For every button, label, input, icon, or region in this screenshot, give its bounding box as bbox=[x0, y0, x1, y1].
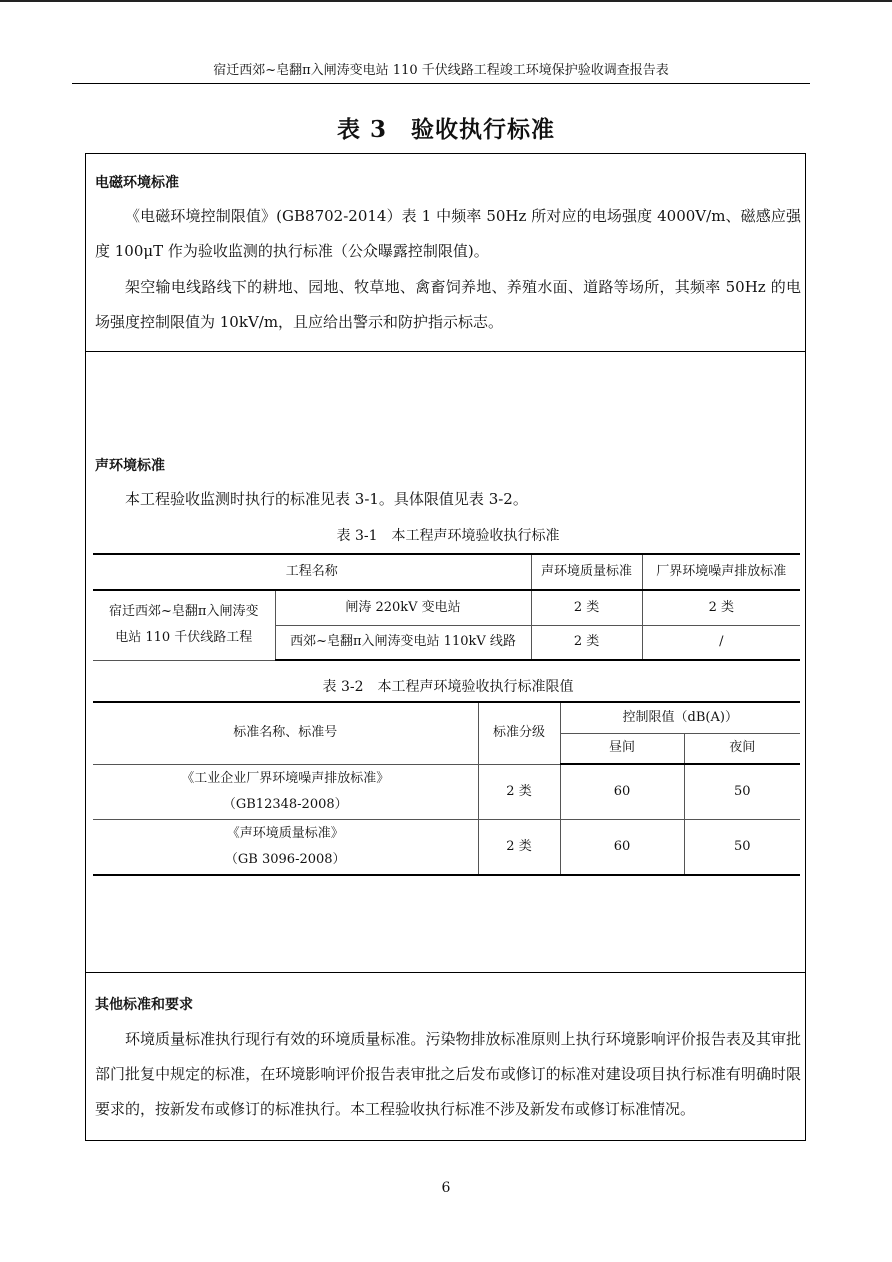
table-3-1 bbox=[93, 553, 800, 661]
section-divider-1 bbox=[85, 351, 806, 352]
table-cell: 2 类 bbox=[531, 625, 642, 660]
table-cell: 2 类 bbox=[478, 819, 560, 875]
running-header: 宿迁西郊~皂翻π入闸涛变电站 110 千伏线路工程竣工环境保护验收调查报告表 bbox=[213, 63, 669, 78]
header-quality-standard: 声环境质量标准 bbox=[531, 554, 642, 590]
project-cell: 宿迁西郊~皂翻π入闸涛变电站 110 千伏线路工程 bbox=[93, 590, 275, 660]
table-cell: 60 bbox=[560, 819, 684, 875]
standard-name: 《工业企业厂界环境噪声排放标准》 bbox=[181, 770, 390, 786]
table-cell: 2 类 bbox=[642, 590, 800, 625]
table-cell: 50 bbox=[684, 764, 800, 819]
standard-code: （GB12348-2008） bbox=[222, 796, 348, 812]
table-3-1-header-row bbox=[93, 554, 800, 590]
other-paragraph: 环境质量标准执行现行有效的环境质量标准。污染物排放标准原则上执行环境影响评价报告表及其审批部门批复中规定的标准，在环境影响评价报告表审批之后发布或修订的标准对建设项目执行标准有明确时限要求的，按新发布或修订的标准执行。本工程验收执行标准不涉及新发布或修订标准情况。 bbox=[95, 1030, 801, 1118]
header-emission-standard: 厂界环境噪声排放标准 bbox=[642, 554, 800, 590]
standard-cell bbox=[93, 764, 478, 819]
em-paragraph-2: 架空输电线路线下的耕地、园地、牧草地、禽畜饲养地、养殖水面、道路等场所，其频率 50Hz 的电场强度控制限值为 10kV/m，且应给出警示和防护指示标志。 bbox=[95, 278, 801, 331]
noise-intro: 本工程验收监测时执行的标准见表 3-1。具体限值见表 3-2。 bbox=[125, 490, 528, 508]
header-day: 昼间 bbox=[560, 733, 684, 764]
header-standard-name: 标准名称、标准号 bbox=[93, 702, 478, 764]
standard-code: （GB 3096-2008） bbox=[224, 851, 346, 867]
table-cell: 2 类 bbox=[531, 590, 642, 625]
table-cell: 西郊~皂翻π入闸涛变电站 110kV 线路 bbox=[275, 625, 531, 660]
other-section-heading: 其他标准和要求 bbox=[95, 997, 193, 1013]
table-cell: 2 类 bbox=[478, 764, 560, 819]
table-cell: 闸涛 220kV 变电站 bbox=[275, 590, 531, 625]
page-title: 表 3 验收执行标准 bbox=[336, 116, 555, 143]
table-row bbox=[93, 764, 800, 819]
standard-name: 《声环境质量标准》 bbox=[226, 825, 344, 841]
table-row bbox=[93, 819, 800, 875]
header-night: 夜间 bbox=[684, 733, 800, 764]
table-3-2-caption: 表 3-2 本工程声环境验收执行标准限值 bbox=[322, 679, 574, 695]
section-divider-2 bbox=[85, 972, 806, 973]
header-grade: 标准分级 bbox=[478, 702, 560, 764]
header-limit: 控制限值（dB(A)） bbox=[560, 702, 800, 733]
table-3-2 bbox=[93, 701, 800, 876]
header-project-name: 工程名称 bbox=[93, 554, 531, 590]
page-number: 6 bbox=[441, 1180, 451, 1196]
noise-section-heading: 声环境标准 bbox=[95, 458, 165, 474]
table-3-1-caption: 表 3-1 本工程声环境验收执行标准 bbox=[336, 528, 560, 544]
table-3-2-header-row-1 bbox=[93, 702, 800, 733]
standard-cell bbox=[93, 819, 478, 875]
table-cell: / bbox=[642, 625, 800, 660]
table-cell: 60 bbox=[560, 764, 684, 819]
table-cell: 50 bbox=[684, 819, 800, 875]
em-section-heading: 电磁环境标准 bbox=[95, 175, 179, 191]
em-paragraph-1: 《电磁环境控制限值》(GB8702-2014）表 1 中频率 50Hz 所对应的电场强度 4000V/m、磁感应强度 100μT 作为验收监测的执行标准（公众曝露控制限值)。 bbox=[95, 207, 801, 260]
table-row bbox=[93, 590, 800, 625]
header-rule bbox=[72, 83, 810, 84]
page-top-border bbox=[0, 0, 892, 2]
